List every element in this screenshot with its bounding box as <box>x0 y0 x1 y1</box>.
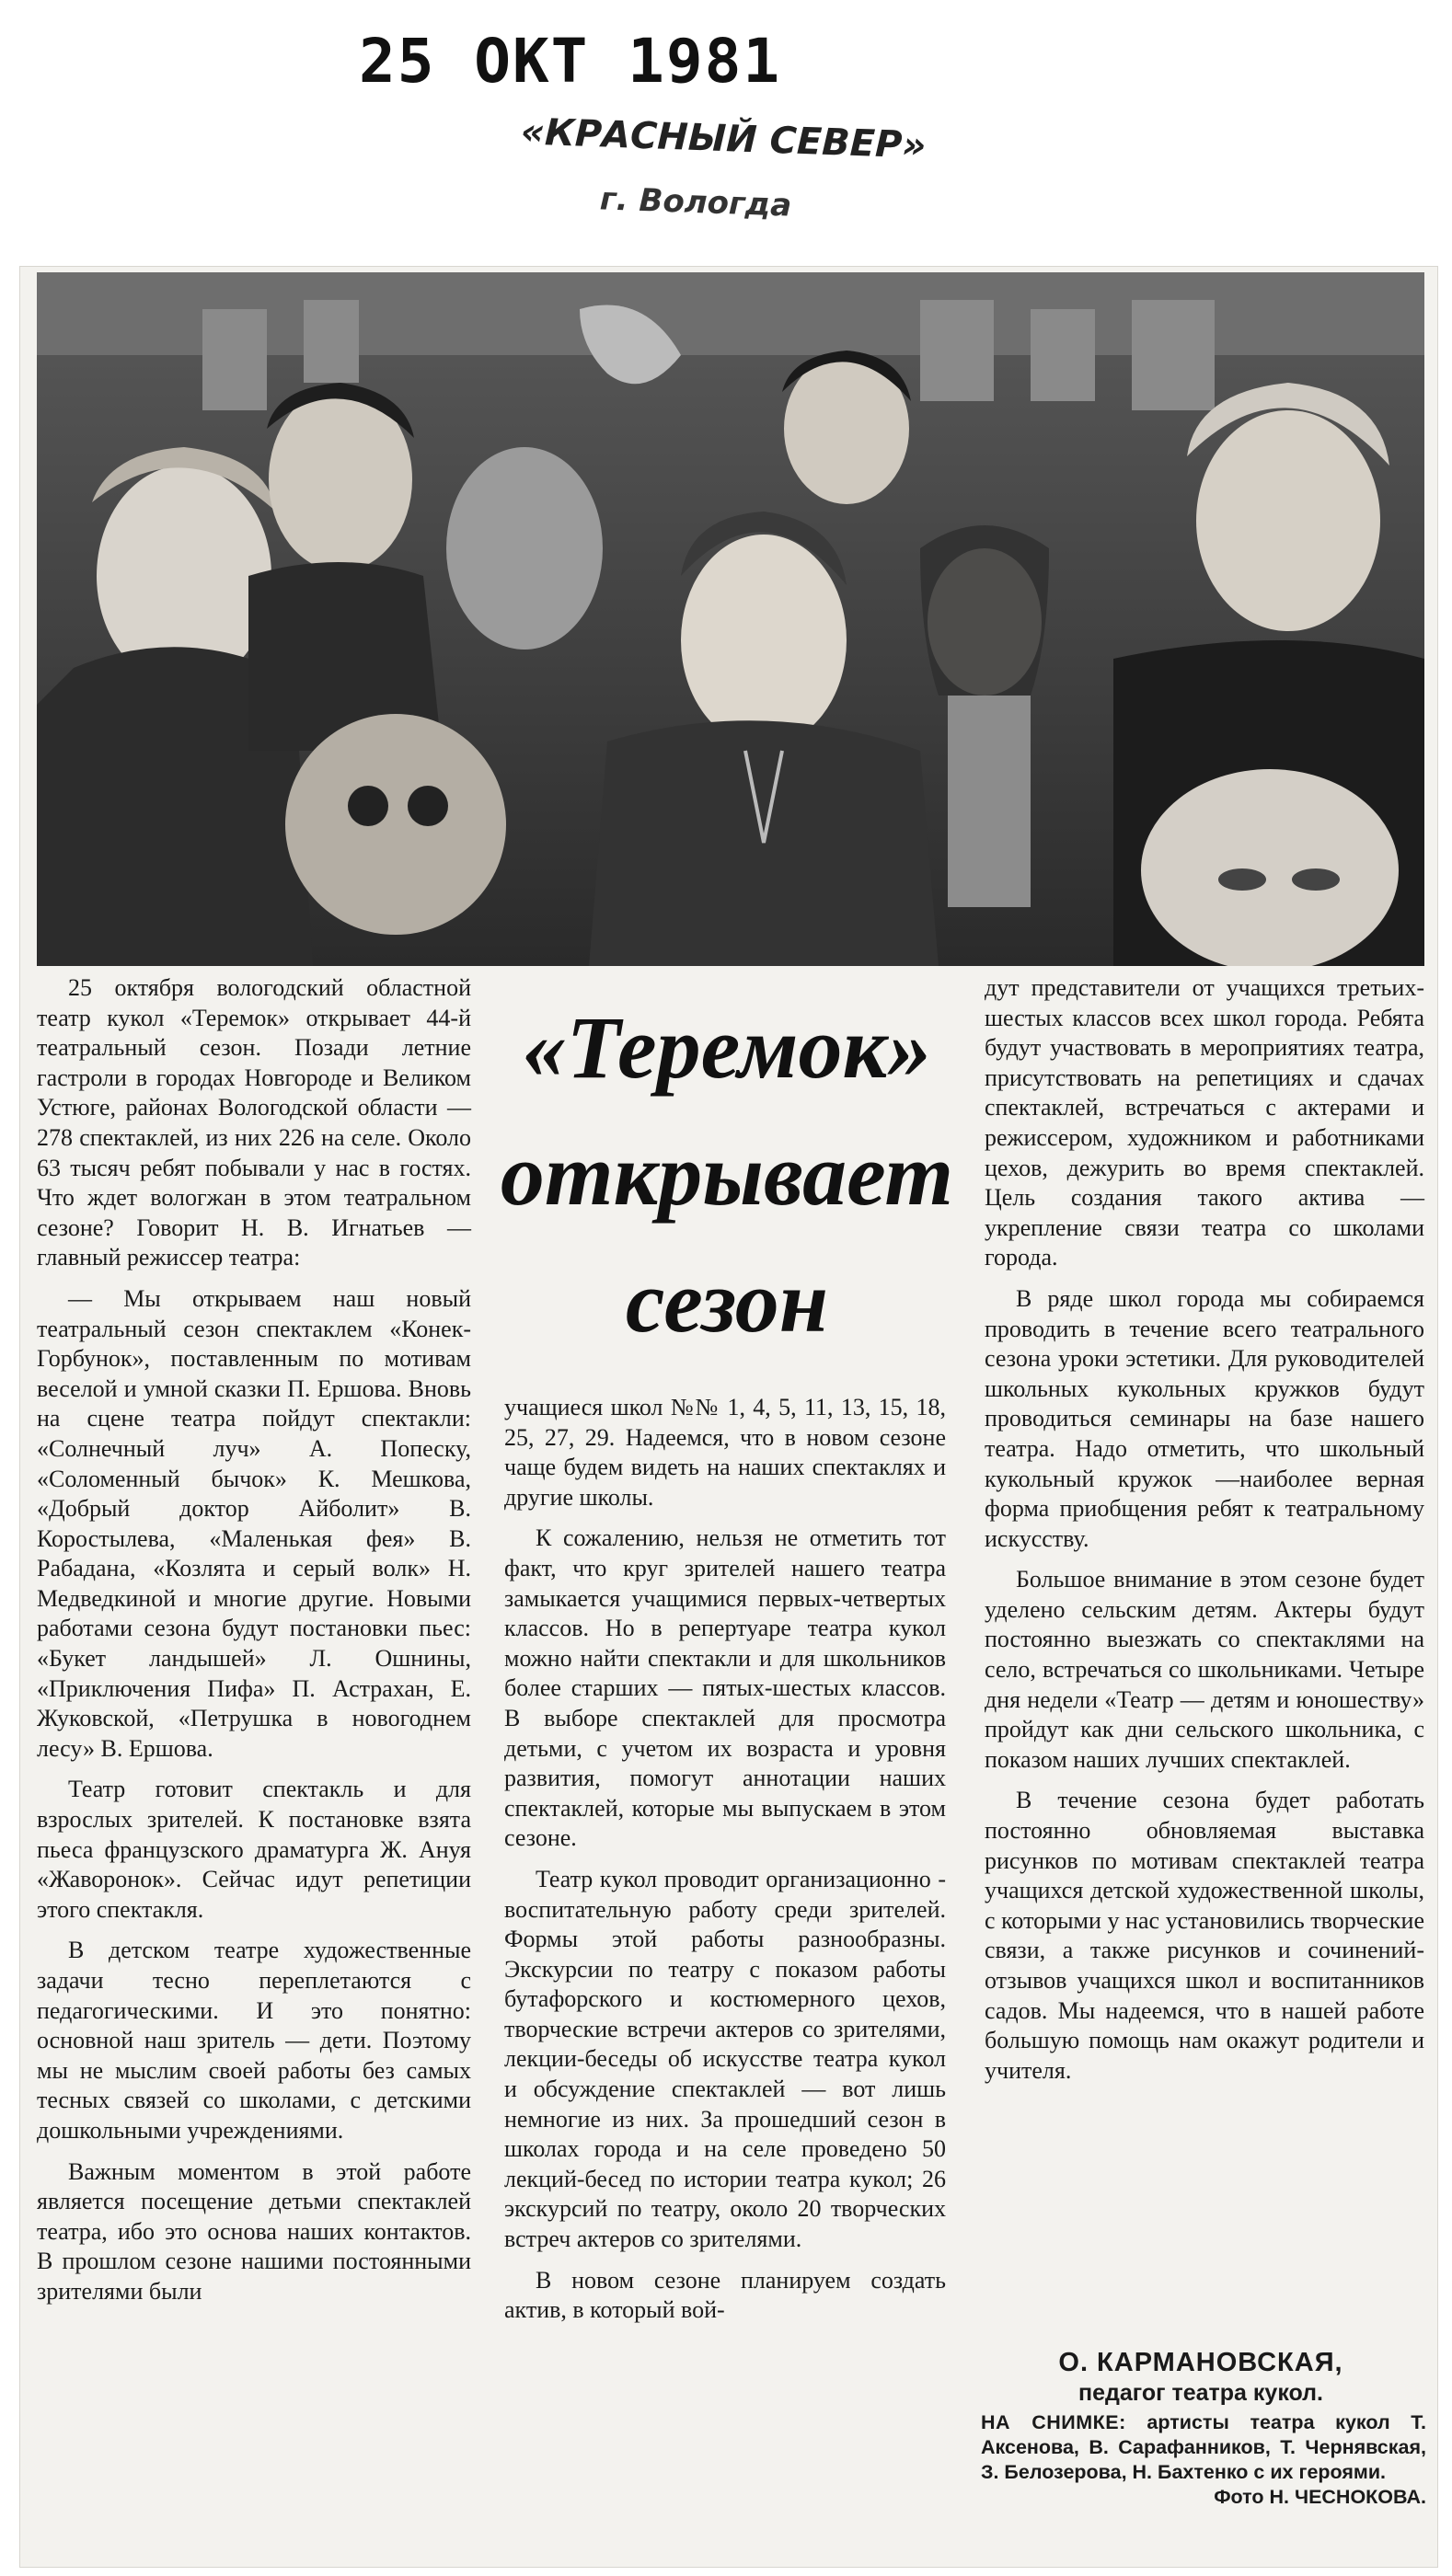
date-stamp: 25 ОКТ 1981 <box>359 26 782 97</box>
author-name: О. КАРМАНОВСКАЯ, <box>1058 2348 1343 2377</box>
article-headline <box>497 984 957 1365</box>
paragraph: К сожалению, нельзя не отметить тот факт, что круг зрителей нашего театра замыкается учащимися первых-четвертых классов. Но в репертуаре театра кукол можно найти спектакли и для школьников более старших — пятых-шестых классов. В выборе спектаклей для просмотра детьми, с учетом их возраста и уровня развития, помогут аннотации наших спектаклей, которые мы выпускаем в этом сезоне. <box>504 1524 946 1852</box>
paragraph: дут представители от учащихся третьих-шестых классов всех школ города. Ребята будут участвовать в мероприятиях театра, присутствовать на репетициях и сдачах спектаклей, встречаться с актерами и режиссером, художником и работниками цехов, дежурить во время спектаклей. Цель создания такого актива — укрепление связи театра со школами города. <box>985 974 1424 1271</box>
headline-line-1: «Теремок» <box>522 998 932 1097</box>
article-column-3 <box>985 973 1424 2097</box>
article-author <box>985 2348 1417 2407</box>
photo-puppeteers-icon <box>37 272 1424 966</box>
paragraph: Большое внимание в этом сезоне будет уделено сельским детям. Актеры будут постоянно выезжать со спектаклями на село, встречаться со школьниками. Четыре дня недели «Театр — детям и юношеству» пройдут как дни сельского школьника, с показом наших лучших спектаклей. <box>985 1566 1424 1773</box>
paragraph: 25 октября вологодский областной театр кукол «Теремок» открывает 44-й театральный сезон. Позади летние гастроли в городах Новгороде и Великом Устюге, районах Вологодской области — 278 спектаклей, из них 226 на селе. Около 63 тысяч ребят побывали у нас в гостях. Что ждет вологжан в этом театральном сезоне? Говорит Н. В. Игнатьев — главный режиссер театра: <box>37 974 471 1271</box>
paragraph: Театр готовит спектакль и для взрослых зрителей. К постановке взята пьеса французского драматурга Ж. Ануя «Жаворонок». Сейчас идут репетиции этого спектакля. <box>37 1776 471 1923</box>
city-stamp: г. Вологда <box>599 180 792 224</box>
photo-caption <box>981 2410 1426 2510</box>
headline-line-3: сезон <box>625 1252 829 1351</box>
newspaper-name-stamp: «КРАСНЫЙ СЕВЕР» <box>520 110 928 167</box>
paragraph: В течение сезона будет работать постоянно обновляемая выставка рисунков по мотивам спектаклей театра учащихся детской художественной школы, с которыми у нас установились творческие связи, а также рисунков и сочинений-отзывов учащихся школ и воспитанников садов. Мы надеемся, что в нашей работе большую помощь нам окажут родители и учителя. <box>985 1787 1424 2084</box>
paragraph: В детском театре художественные задачи тесно переплетаются с педагогическими. И это понятно: основной наш зритель — дети. Поэтому мы не мыслим своей работы без самых тесных связей со школами, с детскими дошкольными учреждениями. <box>37 1937 471 2144</box>
paragraph: В ряде школ города мы собираемся проводить в течение всего театрального сезона уроки эстетики. Для руководителей школьных кукольных кружков будут проводиться семинары на базе нашего театра. Надо отметить, что школьный кукольный кружок —наиболее верная форма приобщения ребят к театральному искусству. <box>985 1284 1424 1552</box>
photo-credit: Фото Н. ЧЕСНОКОВА. <box>1214 2486 1426 2508</box>
article-column-2 <box>504 1393 946 2337</box>
caption-text: артисты театра кукол Т. Аксенова, В. Сарафанников, Т. Чернявская, З. Белозерова, Н. Бахтенко с их героями. <box>981 2411 1426 2483</box>
caption-label: НА СНИМКЕ: <box>981 2411 1126 2433</box>
paragraph: Театр кукол проводит организационно - воспитательную работу среди зрителей. Формы этой работы разнообразны. Экскурсии по театру с показом работы бутафорского и костюмерного цехов, творческие встречи актеров со зрителями, лекции-беседы об искусстве театра кукол и обсуждение спектаклей — вот лишь немногие из них. За прошедший сезон в школах города и на селе проведено 50 лекций-бесед по истории театра кукол; 26 экскурсий по театру, около 20 творческих встреч актеров со зрителями. <box>504 1865 946 2253</box>
author-role: педагог театра кукол. <box>1078 2380 1323 2406</box>
headline-line-2: открывает <box>500 1125 954 1224</box>
paragraph: В новом сезоне планируем создать актив, в который вой- <box>504 2266 946 2324</box>
article-column-1 <box>37 973 471 2318</box>
article-photo <box>37 272 1424 966</box>
paragraph: Важным моментом в этой работе является посещение детьми спектаклей театра, ибо это основа наших контактов. В прошлом сезоне нашими постоянными зрителями были <box>37 2157 471 2305</box>
paragraph: учащиеся школ №№ 1, 4, 5, 11, 13, 15, 18, 25, 27, 29. Надеемся, что в новом сезоне чаще будем видеть на наших спектаклях и другие школы. <box>504 1394 946 1511</box>
paragraph: — Мы открываем наш новый театральный сезон спектаклем «Конек-Горбунок», поставленным по мотивам веселой и умной сказки П. Ершова. Вновь на сцене театра пойдут спектакли: «Солнечный луч» А. Попеску, «Соломенный бычок» К. Мешкова, «Добрый доктор Айболит» В. Коростылева, «Маленькая фея» В. Рабадана, «Козлята и серый волк» Н. Медведкиной и многие другие. Новыми работами сезона будут постановки пьес: «Букет ландышей» Л. Ошнины, «Приключения Пифа» П. Астрахан, Е. Жуковской, «Петрушка в новогоднем лесу» В. Ершова. <box>37 1284 471 1762</box>
